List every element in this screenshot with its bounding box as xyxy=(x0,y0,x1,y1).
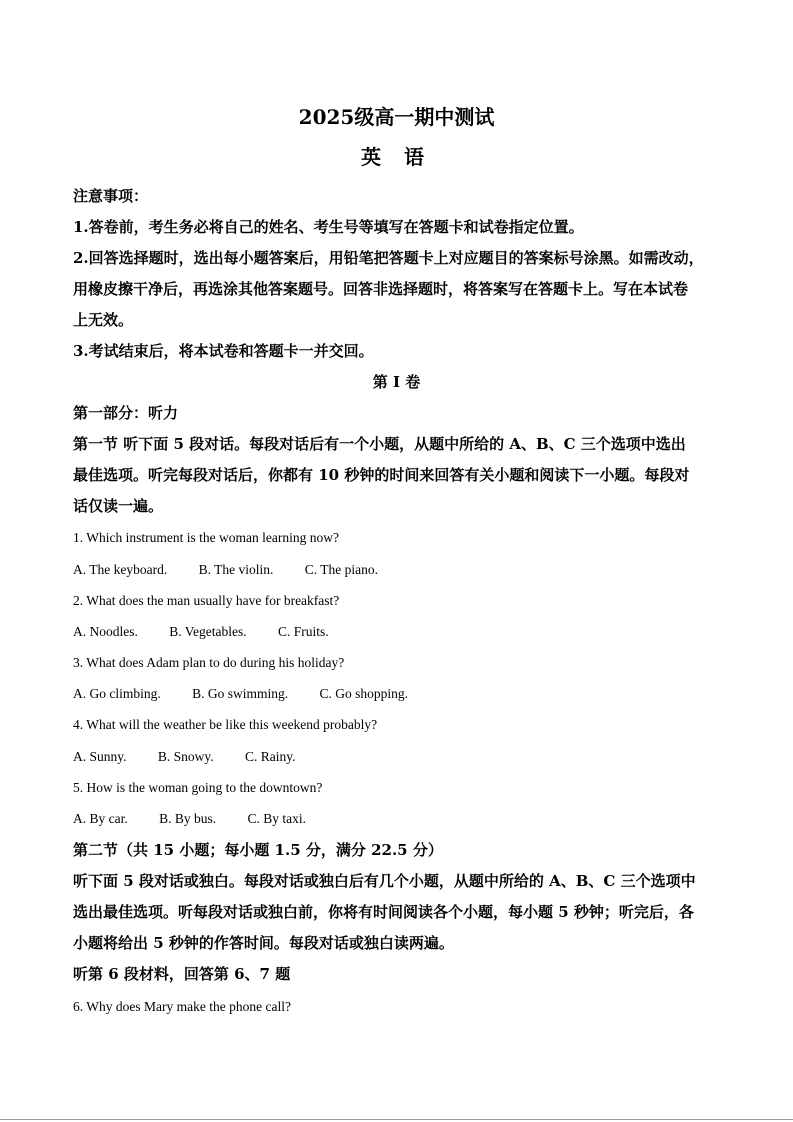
option-b: B. By bus. xyxy=(159,811,217,826)
question-stem: 4. What will the weather be like this weekend probably? xyxy=(73,717,378,732)
notes-item-3: 3.考试结束后，将本试卷和答题卡一并交回。 xyxy=(73,342,374,360)
section2-instructions-line-1: 听下面 5 段对话或独白。每段对话或独白后有几个小题，从题中所给的 A、B、C 三个选项中 xyxy=(73,872,696,890)
section2-heading: 第二节（共 15 小题；每小题 1.5 分，满分 22.5 分） xyxy=(73,841,443,859)
section1-instructions-line-2: 最佳选项。听完每段对话后，你都有 10 秒钟的时间来回答有关小题和阅读下一小题。每段对 xyxy=(73,466,690,484)
option-c: C. Go shopping. xyxy=(319,686,409,701)
section2-instructions-line-3: 小题将给出 5 秒钟的作答时间。每段对话或独白读两遍。 xyxy=(73,934,454,952)
question-options xyxy=(73,811,306,827)
page-bottom-rule xyxy=(0,1119,793,1120)
part1-heading: 第一部分：听力 xyxy=(73,404,179,422)
section1-instructions-line-3: 话仅读一遍。 xyxy=(73,497,164,515)
option-a: A. Noodles. xyxy=(73,624,138,639)
question-stem: 6. Why does Mary make the phone call? xyxy=(73,999,291,1014)
section1-instructions-line-1: 第一节 听下面 5 段对话。每段对话后有一个小题，从题中所给的 A、B、C 三个选项中选出 xyxy=(73,435,686,453)
notes-item-2-line-2: 用橡皮擦干净后，再选涂其他答案题号。回答非选择题时，将答案写在答题卡上。写在本试卷 xyxy=(73,280,689,298)
question-stem: 3. What does Adam plan to do during his holiday? xyxy=(73,655,345,670)
notes-item-2-line-1: 2.回答选择题时，选出每小题答案后，用铅笔把答题卡上对应题目的答案标号涂黑。如需改动， xyxy=(73,249,704,267)
notes-heading: 注意事项： xyxy=(73,187,149,205)
question-stem: 2. What does the man usually have for breakfast? xyxy=(73,593,340,608)
question-stem: 1. Which instrument is the woman learning now? xyxy=(73,530,339,545)
volume-label: 第 I 卷 xyxy=(372,373,421,391)
question-options xyxy=(73,624,329,640)
question-options xyxy=(73,686,408,702)
question-options xyxy=(73,749,296,765)
option-c: C. By taxi. xyxy=(247,811,307,826)
exam-title: 2025级高一期中测试 xyxy=(298,105,495,129)
option-b: B. The violin. xyxy=(198,562,274,577)
section2-instructions-line-2: 选出最佳选项。听每段对话或独白前，你将有时间阅读各个小题，每小题 5 秒钟；听完后，各 xyxy=(73,903,694,921)
question-stem: 5. How is the woman going to the downtown? xyxy=(73,780,323,795)
option-a: A. The keyboard. xyxy=(73,562,168,577)
option-c: C. Rainy. xyxy=(245,749,296,764)
question-options xyxy=(73,562,378,578)
subject-title: 英 语 xyxy=(361,145,432,169)
option-c: C. Fruits. xyxy=(278,624,329,639)
notes-item-2-line-3: 上无效。 xyxy=(73,311,134,329)
option-a: A. Sunny. xyxy=(73,749,127,764)
option-c: C. The piano. xyxy=(304,562,378,577)
option-a: A. By car. xyxy=(73,811,128,826)
material-6-heading: 听第 6 段材料，回答第 6、7 题 xyxy=(73,965,291,983)
option-b: B. Snowy. xyxy=(157,749,214,764)
option-b: B. Go swimming. xyxy=(192,686,289,701)
notes-item-1: 1.答卷前，考生务必将自己的姓名、考生号等填写在答题卡和试卷指定位置。 xyxy=(73,218,584,236)
option-b: B. Vegetables. xyxy=(169,624,247,639)
option-a: A. Go climbing. xyxy=(73,686,161,701)
